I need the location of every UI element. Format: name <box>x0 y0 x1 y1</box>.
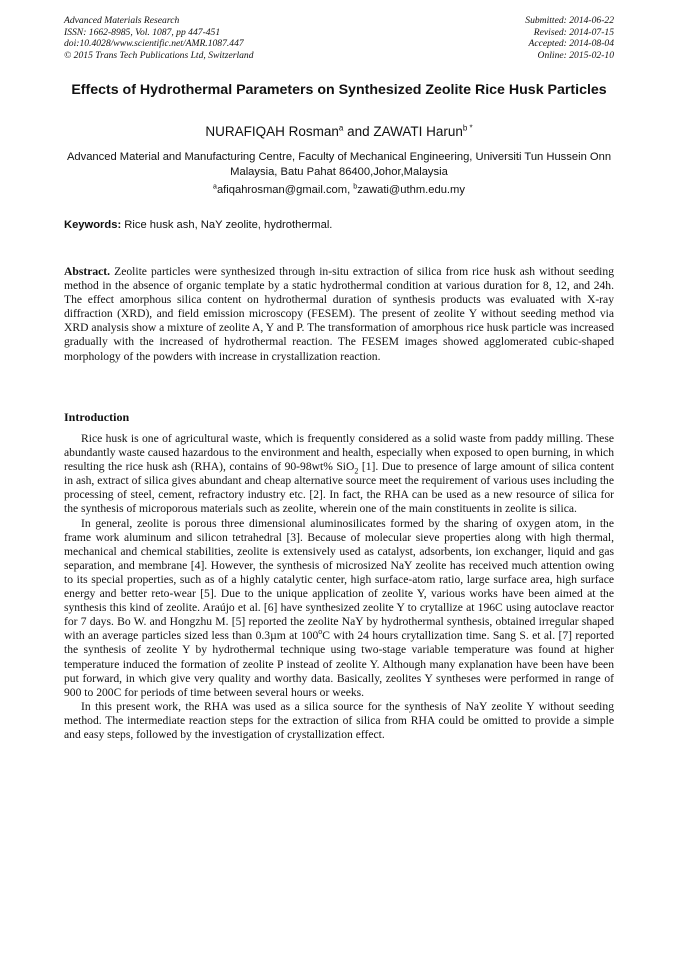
intro-p2-text-a: In general, zeolite is porous three dimensional aluminosilicates formed by the sharing of oxygen atom, in the frame work aluminum and silicon tetrahedral [3]. Because of molecular sieve properties along with high thermal, mechanical and chemical stabilities, zeolite is extensively used as catalyst, adsorbents, ion exchanger, liquid and gas separation, and membrane [4]. However, the synthesis of microsized NaY zeolite has received much attention owing to its special properties, such as of a highly catalytic center, high surface-atom ratio, large surface area, high surface energy and better reto-wear [5]. Due to the unique application of zeolite Y, various works have been aimed at the synthesis this kind of zeolite. Araújo et al. [6] have synthesized zeolite Y to crytallize at 196C using autoclave reactor for 7 days. Bo W. and Hongzhu M. [5] reported the zeolite NaY by hydrothermal synthesis, obtained irregular shaped with an average particles sized less than 0.3µm at 100 <box>64 516 614 643</box>
intro-p2-superscript: o <box>318 627 323 637</box>
online-date: Online: 2015-02-10 <box>537 49 614 61</box>
affiliation: Advanced Material and Manufacturing Centre, Faculty of Mechanical Engineering, Universiti Tun Hussein Onn Malaysia, Batu Pahat 86400,Johor,Malaysia <box>66 151 612 178</box>
email-2-mark: b <box>353 183 358 191</box>
intro-p1-subscript: 2 <box>354 466 359 476</box>
keywords-text: Rice husk ash, NaY zeolite, hydrothermal. <box>121 219 333 231</box>
abstract-label: Abstract. <box>64 265 111 278</box>
journal-header-left <box>64 15 254 61</box>
revised-date: Revised: 2014-07-15 <box>533 26 614 38</box>
intro-paragraph-2 <box>64 517 614 700</box>
journal-name: Advanced Materials Research <box>64 15 180 26</box>
intro-paragraph-3: In this present work, the RHA was used as a silica source for the synthesis of NaY zeolite Y without seeding method. The intermediate reaction steps for the extraction of silica from RHA could be omitted to provide a simple and easy steps, followed by the investigation of crystallization effect. <box>64 699 614 741</box>
email-1[interactable]: afiqahrosman@gmail.com, <box>216 184 351 196</box>
accepted-date: Accepted: 2014-08-04 <box>528 38 614 50</box>
paper-title: Effects of Hydrothermal Parameters on Synthesized Zeolite Rice Husk Particles <box>71 82 607 98</box>
keywords <box>64 219 614 231</box>
author-connector: and <box>343 124 374 139</box>
introduction-section <box>64 432 614 742</box>
author-1-mark: a <box>338 123 344 133</box>
email-2[interactable]: zawati@uthm.edu.my <box>357 184 465 196</box>
submitted-date: Submitted: 2014-06-22 <box>525 15 614 26</box>
abstract-text: Zeolite particles were synthesized through in-situ extraction of silica from rice husk ash without seeding method in the absence of organic template by a static hydrothermal condition at various duration for 8, 12, and 24h. The effect amorphous silica content on hydrothermal duration of synthesis products was evaluated with X-ray diffraction (XRD), and field emission microscopy (FESEM). The present of zeolite Y without seeding method via XRD analysis show a mixture of zeolite A, Y and P. The transformation of amorphous rice husk particle was increased gradually with the increased of hydrothermal reaction. The FESEM images showed agglomerated cubic-shaped morphology of the powders with increase in crystallization reaction. <box>64 265 614 363</box>
section-heading-introduction: Introduction <box>64 410 130 424</box>
journal-copyright: © 2015 Trans Tech Publications Ltd, Switzerland <box>64 49 254 61</box>
intro-p2-text-b: C with 24 hours crytallization time. Sang S. et al. [7] reported the synthesis of zeolite Y by hydrothermal technique using two-stage variable temperature was found at higher temperature induced the formation of zeolite P instead of zeolite Y. Although many explanation have been have been put forward, in which give very quality and worthy data. Basically, zeolites Y syntheses were performed in range of 900 to 200C for periods of time between several hours or weeks. <box>64 629 614 699</box>
intro-p1-text-b: [1]. Due to presence of large amount of silica content in ash, extract of silica gives abundant and cheap alternative source meet the requirement of various uses including the processing of steel, cement, refractory industry etc. [2]. In fact, the RHA can be used as a new resource of silica for the synthesis of microporous materials such as zeolite, wherein one of the main constituents in zeolite is silica. <box>64 460 614 516</box>
author-emails <box>64 184 614 196</box>
author-2-mark: b * <box>462 123 473 133</box>
intro-p1-text-a: Rice husk is one of agricultural waste, which is frequently considered as a solid waste from paddy milling. These abundantly waste caused hazardous to the environment and health, especially when exposed to open burning, in which resulting the rice husk ash (RHA), contains of 90-98wt% SiO <box>64 432 614 474</box>
journal-issn: ISSN: 1662-8985, Vol. 1087, pp 447-451 <box>64 26 221 38</box>
keywords-label: Keywords: <box>64 219 122 231</box>
author-1: NURAFIQAH Rosman <box>205 124 339 139</box>
intro-paragraph-1 <box>64 432 614 517</box>
abstract <box>64 265 614 364</box>
email-1-mark: a <box>213 183 217 191</box>
author-2: ZAWATI Harun <box>373 124 463 139</box>
journal-header-right <box>525 15 614 61</box>
journal-doi: doi:10.4028/www.scientific.net/AMR.1087.447 <box>64 38 244 50</box>
author-list <box>64 124 614 139</box>
